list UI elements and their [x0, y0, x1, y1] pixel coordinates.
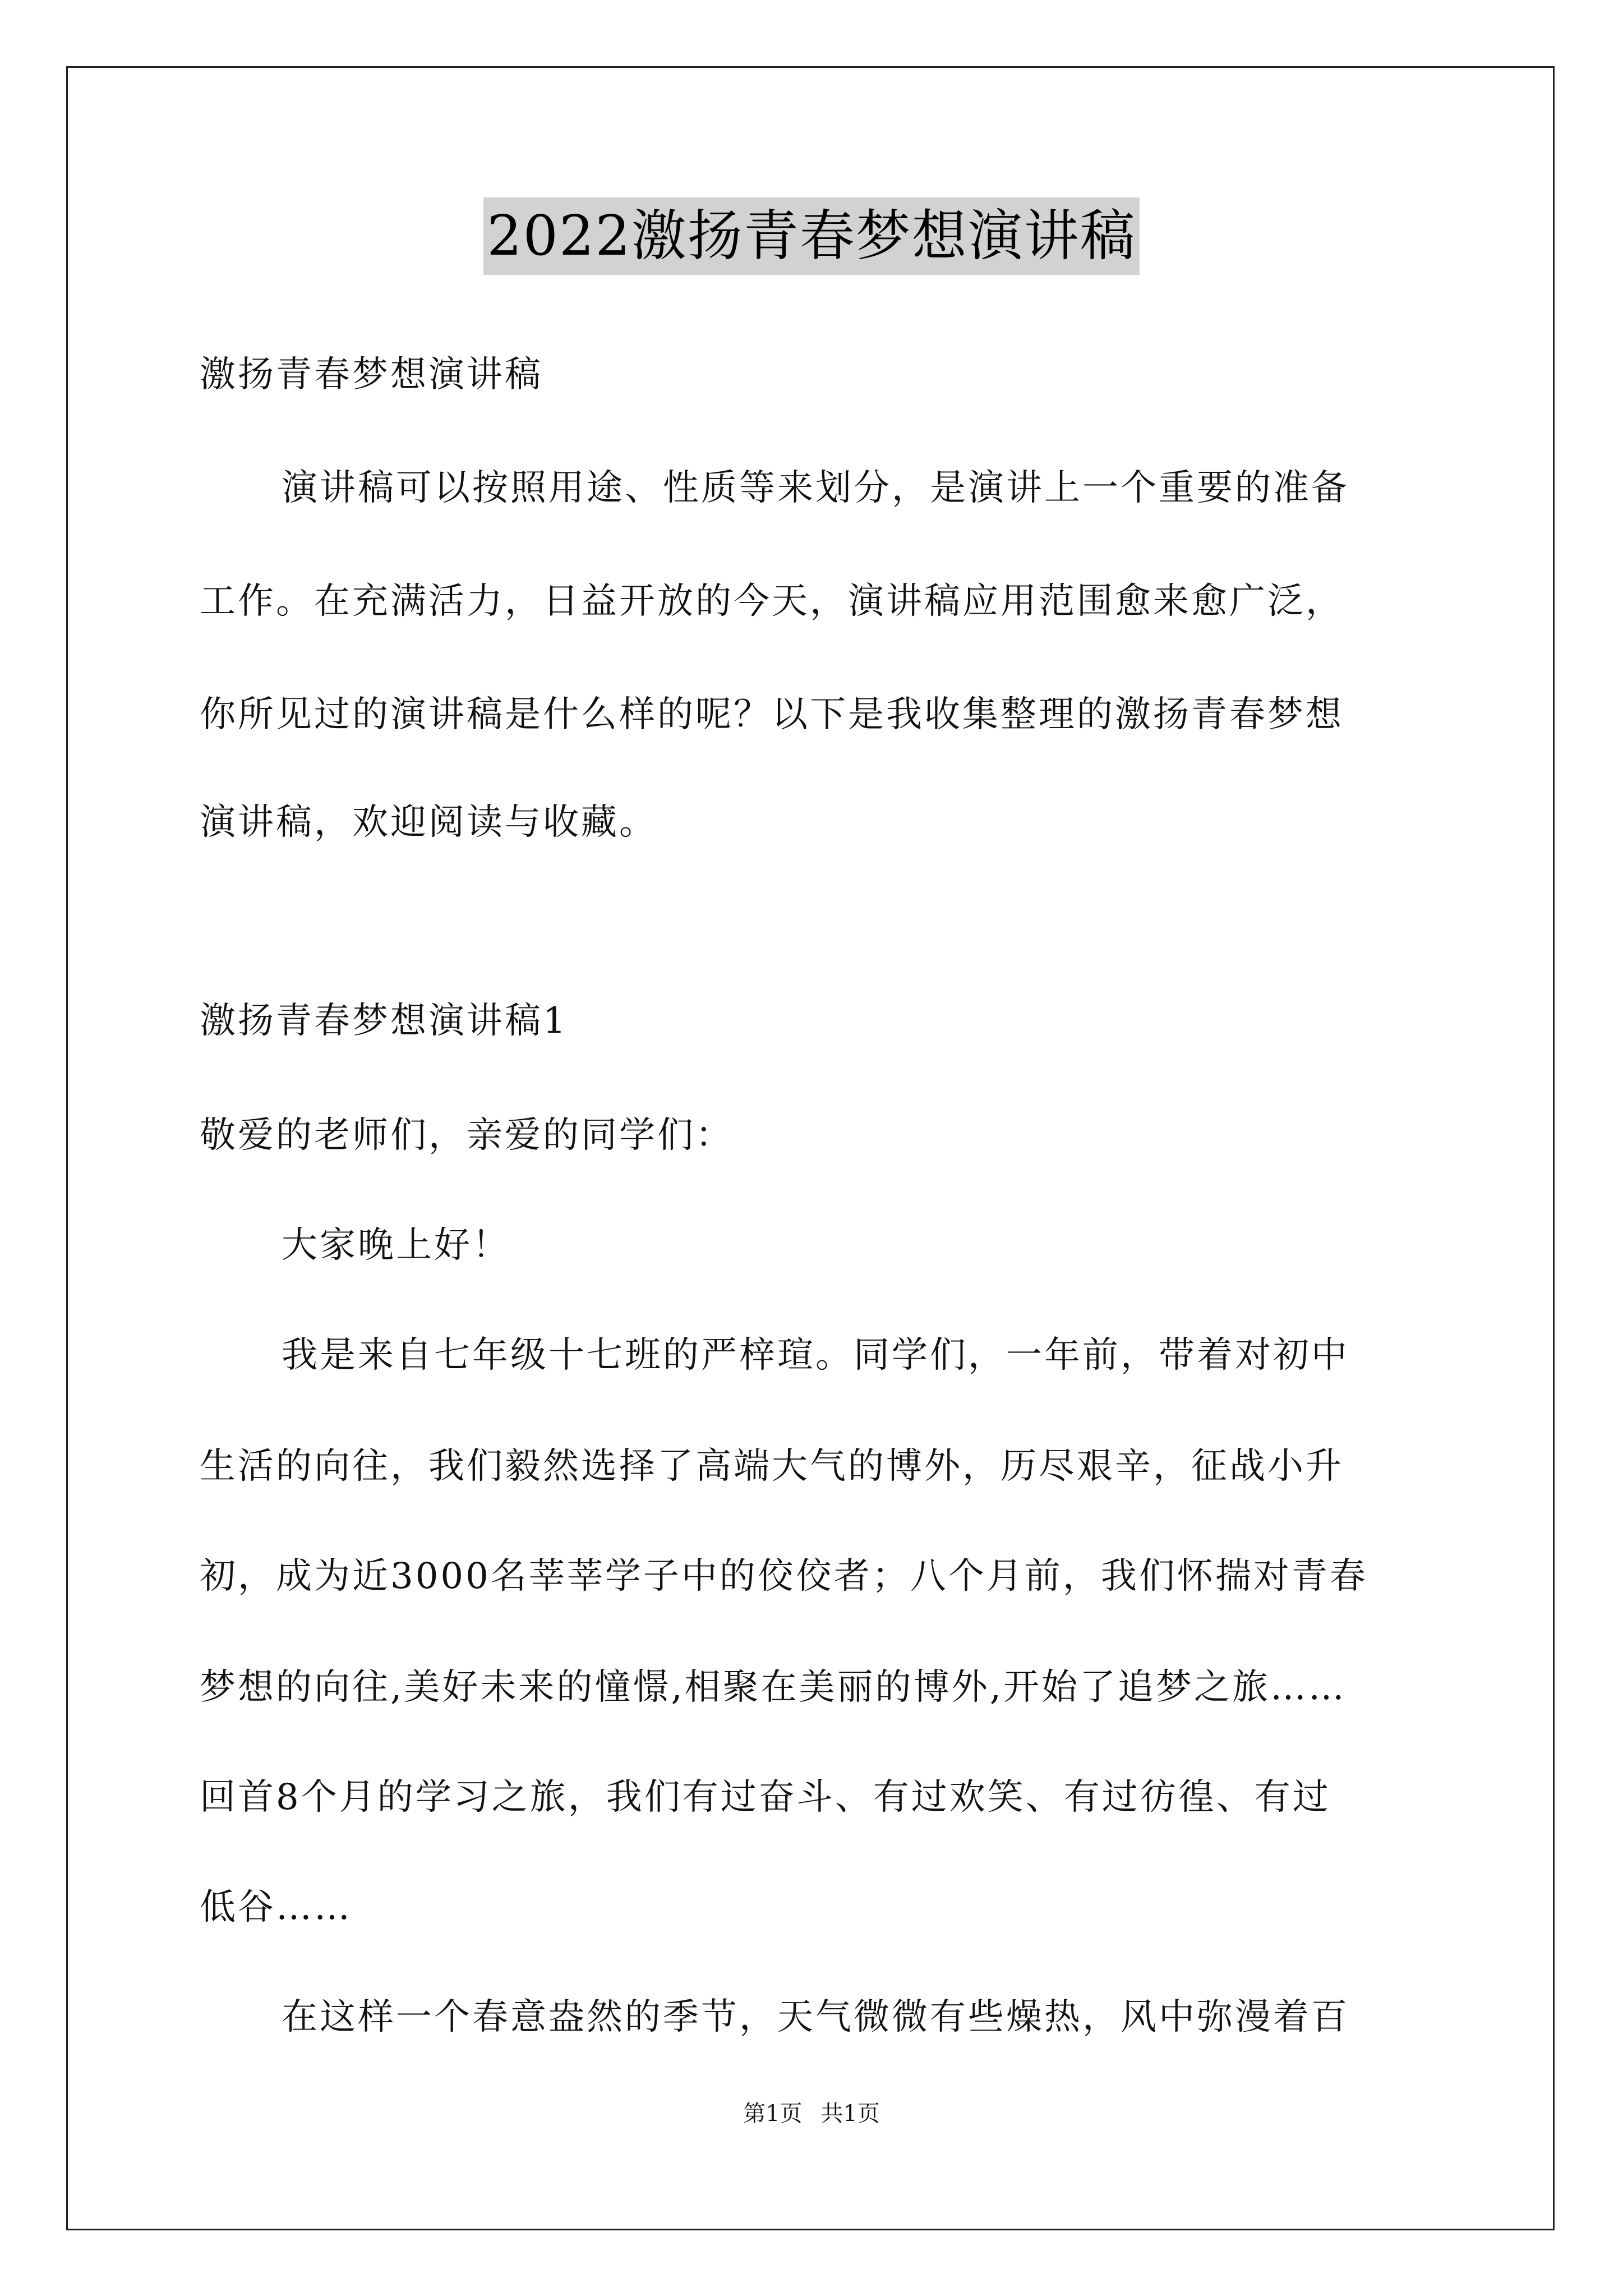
paragraph-line: 低谷…… [200, 1887, 352, 1928]
paragraph-line: 演讲稿，欢迎阅读与收藏。 [200, 802, 657, 843]
paragraph-line: 在这样一个春意盎然的季节，天气微微有些燥热，风中弥漫着百 [282, 1996, 1349, 2038]
section-heading: 激扬青春梦想演讲稿 [200, 354, 543, 395]
paragraph-line: 梦想的向往,美好未来的憧憬,相聚在美丽的博外,开始了追梦之旅…… [200, 1667, 1347, 1708]
page-footer [0, 2097, 1623, 2131]
page-number: 第1页 [743, 2101, 803, 2127]
title-container [0, 197, 1623, 275]
document-title: 2022激扬青春梦想演讲稿 [483, 197, 1139, 275]
salutation: 敬爱的老师们，亲爱的同学们： [200, 1115, 734, 1156]
paragraph-line: 初，成为近3000名莘莘学子中的佼佼者；八个月前，我们怀揣对青春 [200, 1556, 1368, 1597]
paragraph-line: 我是来自七年级十七班的严梓瑄。同学们，一年前，带着对初中 [282, 1335, 1349, 1376]
paragraph-line: 演讲稿可以按照用途、性质等来划分，是演讲上一个重要的准备 [282, 467, 1349, 509]
page-total: 共1页 [820, 2101, 880, 2127]
paragraph-line: 你所见过的演讲稿是什么样的呢？以下是我收集整理的激扬青春梦想 [200, 694, 1344, 735]
paragraph-line: 工作。在充满活力，日益开放的今天，演讲稿应用范围愈来愈广泛， [200, 581, 1344, 622]
greeting: 大家晚上好！ [282, 1225, 510, 1266]
paragraph-line: 回首8个月的学习之旅，我们有过奋斗、有过欢笑、有过彷徨、有过 [200, 1777, 1331, 1818]
paragraph-line: 生活的向往，我们毅然选择了高端大气的博外，历尽艰辛，征战小升 [200, 1446, 1344, 1487]
section-heading: 激扬青春梦想演讲稿1 [200, 1000, 568, 1042]
